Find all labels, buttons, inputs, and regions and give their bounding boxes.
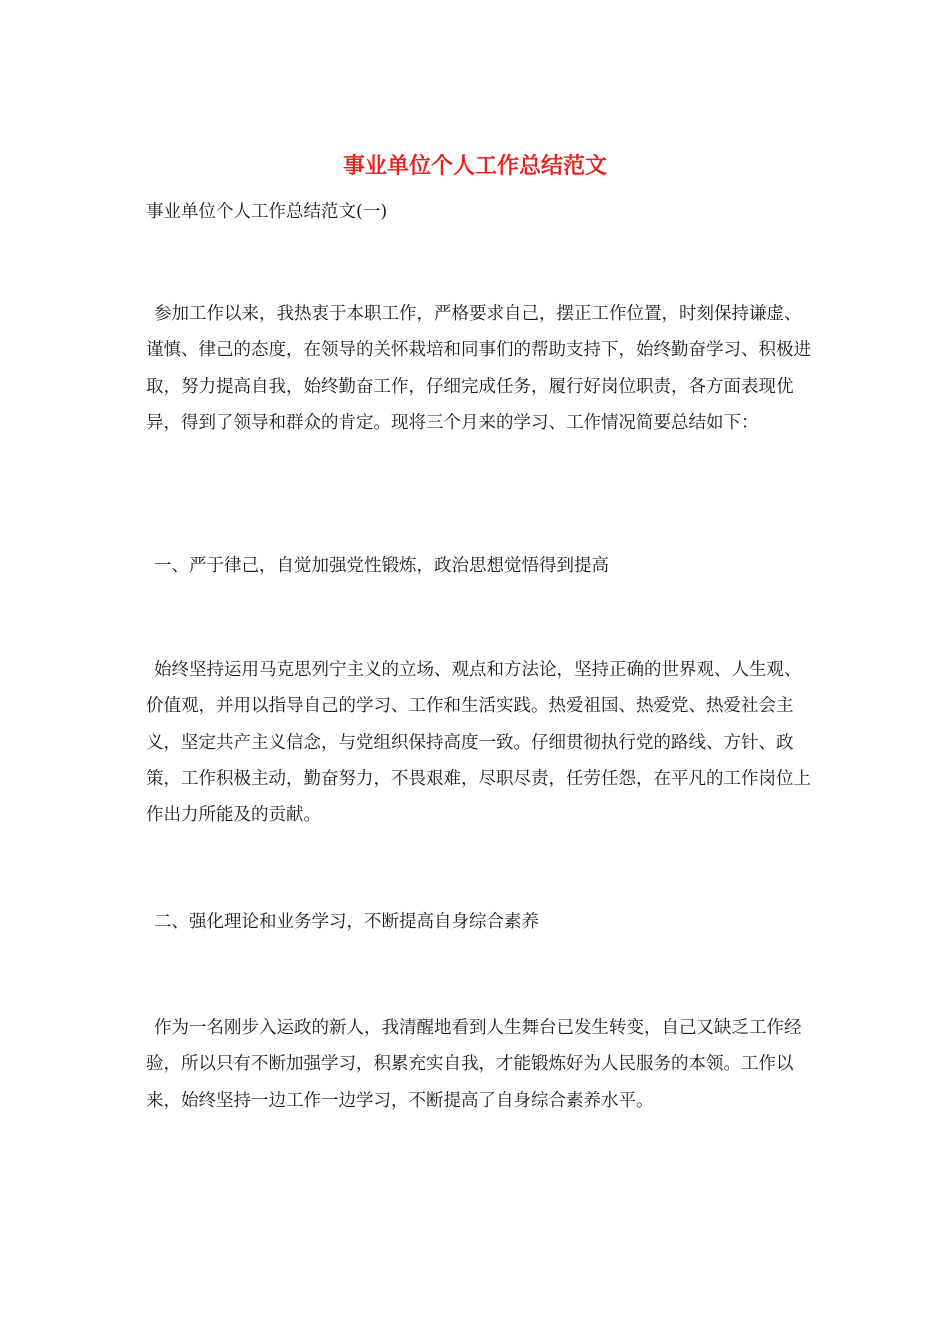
section-1-heading: 一、严于律己，自觉加强党性锻炼，政治思想觉悟得到提高 bbox=[154, 556, 609, 576]
intro-paragraph: 参加工作以来，我热衷于本职工作，严格要求自己，摆正工作位置，时刻保持谦虚、谨慎、律己的态度，在领导的关怀栽培和同事们的帮助支持下，始终勤奋学习、积极进取，努力提高自我，始终勤奋工作，仔细完成任务，履行好岗位职责，各方面表现优异，得到了领导和群众的肯定。现将三个月来的学习、工作情况简要总结如下： bbox=[146, 304, 811, 433]
document-subtitle: 事业单位个人工作总结范文(一) bbox=[146, 202, 388, 222]
page-title: 事业单位个人工作总结范文 bbox=[342, 153, 607, 179]
section-1-paragraph: 始终坚持运用马克思列宁主义的立场、观点和方法论，坚持正确的世界观、人生观、价值观，并用以指导自己的学习、工作和生活实践。热爱祖国、热爱党、热爱社会主义，坚定共产主义信念，与党组织保持高度一致。仔细贯彻执行党的路线、方针、政策，工作积极主动，勤奋努力，不畏艰难，尽职尽责，任劳任怨，在平凡的工作岗位上作出力所能及的贡献。 bbox=[146, 660, 811, 826]
section-2-heading: 二、强化理论和业务学习，不断提高自身综合素养 bbox=[154, 912, 539, 932]
section-2-paragraph: 作为一名刚步入运政的新人，我清醒地看到人生舞台已发生转变，自己又缺乏工作经验，所以只有不断加强学习，积累充实自我，才能锻炼好为人民服务的本领。工作以来，始终坚持一边工作一边学习，不断提高了自身综合素养水平。 bbox=[146, 1018, 802, 1111]
